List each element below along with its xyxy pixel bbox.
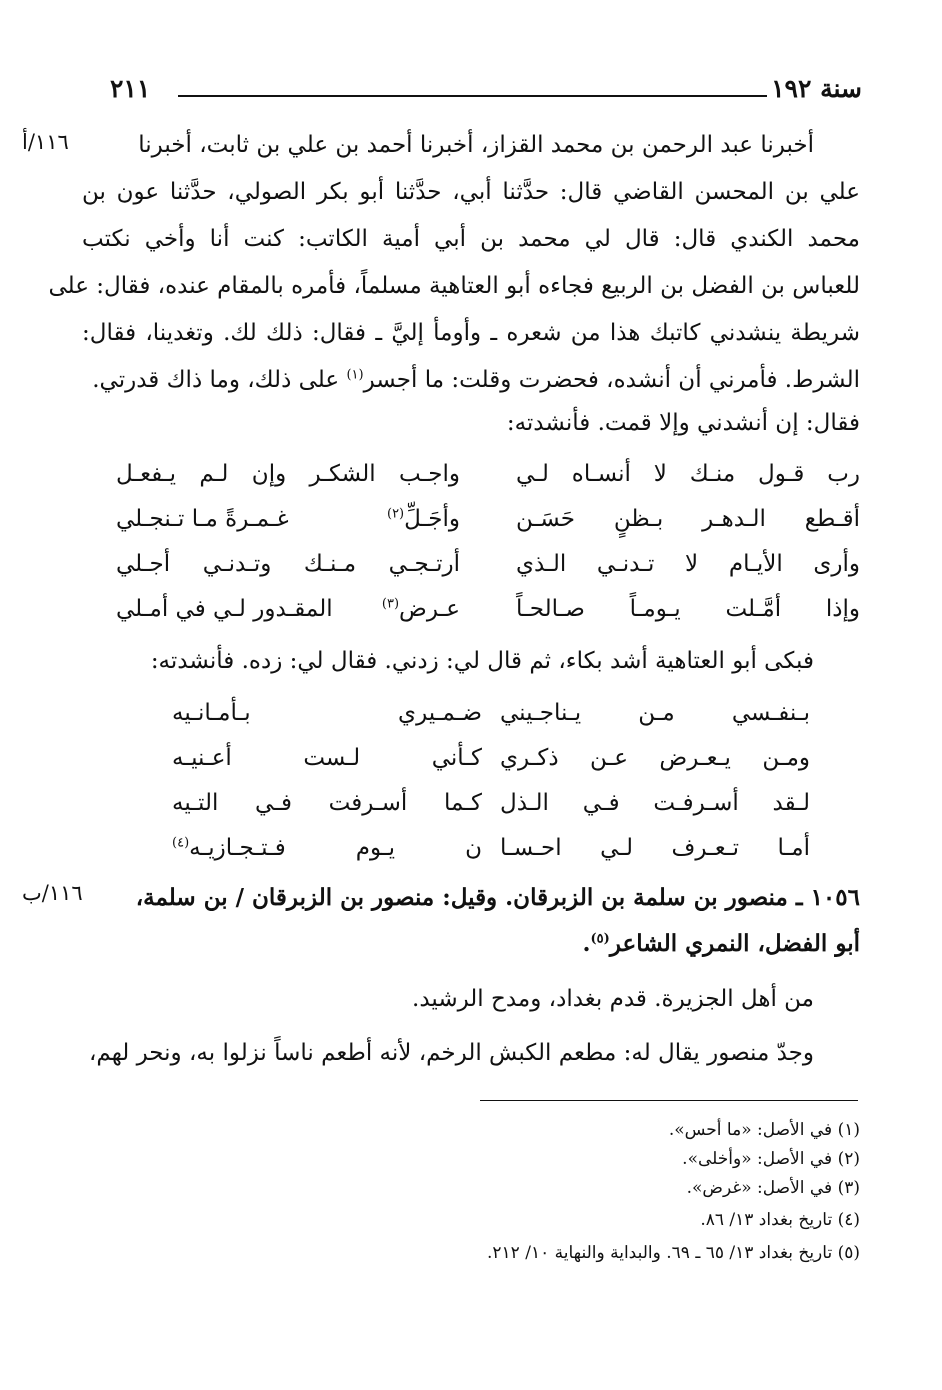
paragraph-line: شريطة ينشدني كاتبك هذا من شعره ـ وأومأ إليَّ ـ فقال: ذلك لك. وتغدينا، فقال: xyxy=(82,320,860,346)
page-number: ٢١١ xyxy=(110,74,151,103)
verse-text: عـرض xyxy=(399,596,460,622)
paragraph-line: أخبرنا عبد الرحمن بن محمد القزاز، أخبرنا أحمد بن علي بن ثابت، أخبرنا xyxy=(138,132,814,158)
paragraph-text: على ذلك، وما ذاك قدرتي. xyxy=(92,367,340,393)
poem2-hemistich-left: كـأني لـست أعـنيـه xyxy=(172,745,482,771)
poem1-hemistich-left xyxy=(116,596,460,624)
poem2-hemistich-right: بـنفـسي مـن يـناجـيني xyxy=(500,700,810,726)
poem1-hemistich-right: وإذا أمَّـلت يـومـاً صـالحـاً xyxy=(516,596,860,622)
verse-text: فـتـجـازيـه xyxy=(189,835,286,861)
poem1-hemistich-left xyxy=(116,506,460,534)
footnote: (٥) تاريخ بغداد ١٣/ ٦٥ ـ ٦٩. والبداية والنهاية ١٠/ ٢١٢. xyxy=(486,1243,860,1263)
verse-text: ن xyxy=(465,835,482,861)
poem2-hemistich-left xyxy=(172,835,482,863)
poem1-hemistich-right: رب قـول منـك لا أنسـاه لـي xyxy=(516,461,860,487)
footnote-ref: (٣) xyxy=(381,596,400,612)
poem2-hemistich-right: لـقد أسـرفـت فـي الـذل xyxy=(500,790,810,816)
poem1-hemistich-left: أرتـجـي مـنـك وتـدنـي أجـلي xyxy=(116,551,460,577)
poem2-hemistich-left: كـما أسـرفت فـي التـيه xyxy=(172,790,482,816)
entry-heading: ١٠٥٦ ـ منصور بن سلمة بن الزبرقان. وقيل: منصور بن الزبرقان / بن سلمة، xyxy=(135,884,860,911)
body-line: من أهل الجزيرة. قدم بغداد، ومدح الرشيد. xyxy=(412,986,814,1012)
verse-text: وأجَـلِّ xyxy=(404,506,460,532)
running-header xyxy=(110,70,862,110)
paragraph-text: الشرط. فأمرني أن أنشده، فحضرت وقلت: ما أجسر xyxy=(363,367,860,393)
paragraph-line: علي بن المحسن القاضي قال: حدَّثنا أبي، حدَّثنا أبو بكر الصولي، حدَّثنا عون بن xyxy=(82,179,860,205)
header-year: سنة ١٩٢ xyxy=(771,74,862,103)
poem1-hemistich-right: وأرى الأيـام لا تـدنـي الـذي xyxy=(516,551,860,577)
margin-mark: ١١٦/أ xyxy=(22,130,69,154)
entry-name: أبو الفضل، النمري الشاعر xyxy=(609,930,860,957)
footnote-ref: (٢) xyxy=(386,506,405,522)
footnote-ref: (٤) xyxy=(172,835,190,851)
footnote: (١) في الأصل: «ما أحس». xyxy=(668,1120,860,1140)
verse-text: يـوم xyxy=(355,835,396,861)
paragraph-line: فقال: إن أنشدني وإلا قمت. فأنشدته: xyxy=(506,410,860,436)
entry-heading-line2: أبو الفضل، النمري الشاعر$^{(٥)}$. xyxy=(582,930,860,957)
paragraph-line: محمد الكندي قال: قال لي محمد بن أبي أمية الكاتب: كنت أنا وأخي نكتب xyxy=(82,226,860,252)
body-line: وجدّ منصور يقال له: مطعم الكبش الرخم، لأنه أطعم ناساً نزلوا به، ونحر لهم، xyxy=(88,1040,814,1066)
verse-text: المقـدور لـي في أمـلي xyxy=(116,596,333,622)
paragraph-line: للعباس بن الفضل بن الربيع فجاءه أبو العتاهية مسلماً، فأمره بالمقام عنده، فقال: على xyxy=(48,273,860,299)
poem1-hemistich-left: واجـب الشكـر وإن لـم يـفعـل xyxy=(116,461,460,487)
poem2-hemistich-left: ضـمـيري بـأمـانـيه xyxy=(172,700,482,726)
footnote-ref: (١) xyxy=(346,367,364,383)
footnote: (٣) في الأصل: «غرض». xyxy=(686,1178,860,1198)
footnote-rule xyxy=(480,1100,858,1101)
transition-line: فبكى أبو العتاهية أشد بكاء، ثم قال لي: زدني. فقال لي: زده. فأنشدته: xyxy=(150,648,814,674)
verse-text: غـمـرةً مـا تـنجـلي xyxy=(116,506,289,532)
footnote-ref: (٥) xyxy=(590,931,610,947)
poem2-hemistich-right: ومـن يـعـرض عـن ذكـري xyxy=(500,745,810,771)
paragraph-line xyxy=(82,367,860,395)
margin-mark: ١١٦/ب xyxy=(22,881,83,905)
poem1-hemistich-right: أقـطع الـدهـر بـظنٍ حَسَـن xyxy=(516,506,860,532)
header-rule xyxy=(178,95,767,97)
footnote: (٤) تاريخ بغداد ١٣/ ٨٦. xyxy=(700,1210,860,1230)
footnote: (٢) في الأصل: «وأخلى». xyxy=(682,1149,860,1169)
poem2-hemistich-right: أمـا تـعـرف لـي احـسـا xyxy=(500,835,810,861)
